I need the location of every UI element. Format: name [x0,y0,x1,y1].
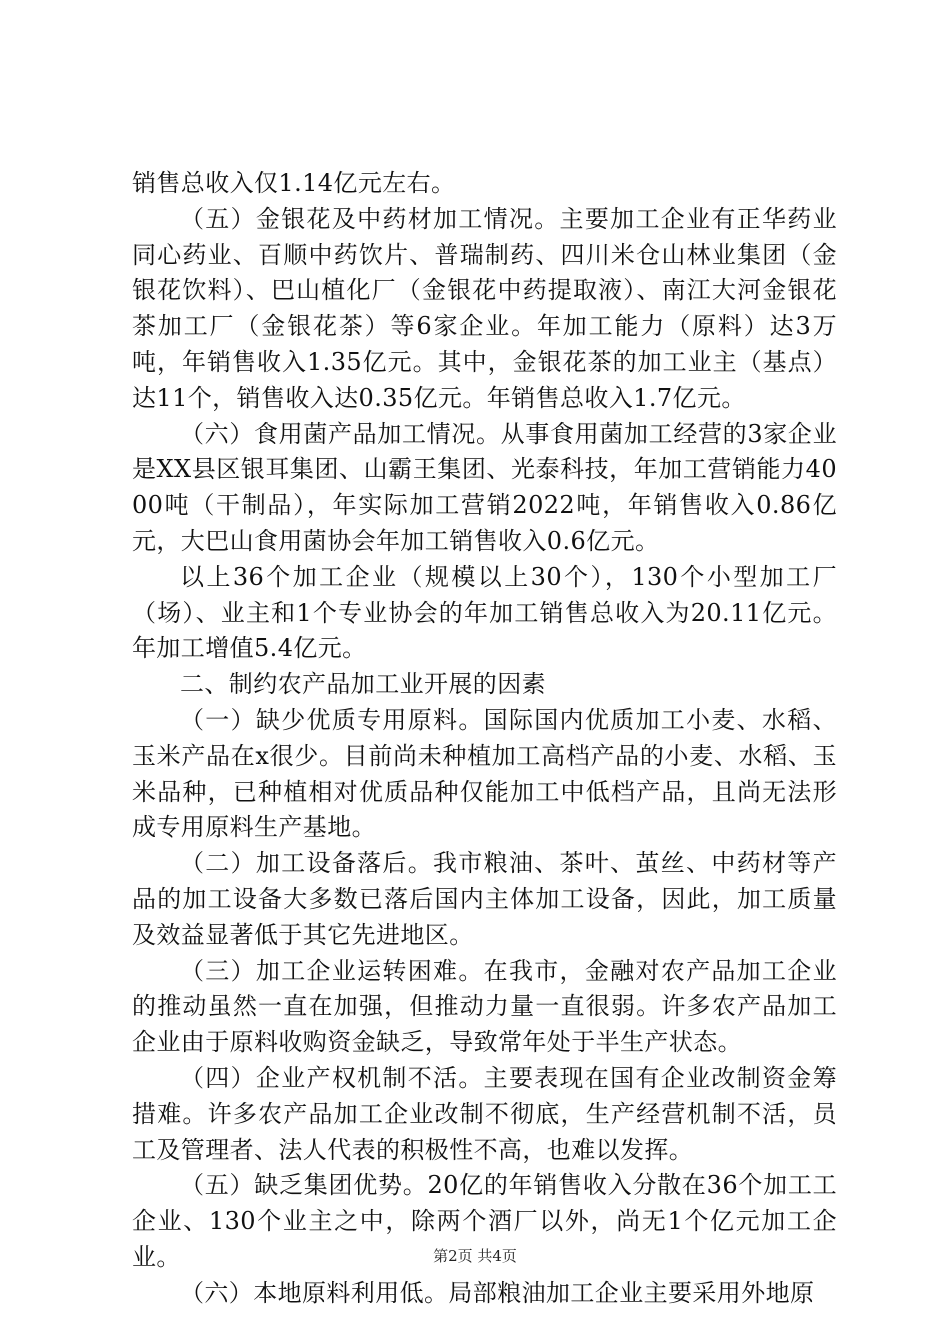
paragraph-sales-summary: 销售总收入仅1.14亿元左右。 [132,169,456,197]
section-heading-constraints: 二、制约农产品加工业开展的因素 [180,670,546,699]
document-body [132,166,837,1312]
paragraph-operations: （三）加工企业运转困难。在我市，金融对农产品加工企业的推动虽然一直在加强，但推动力量一直很弱。许多农产品加工企业由于原料收购资金缺乏，导致常年处于半生产状态。 [132,956,837,1057]
paragraph-ownership: （四）企业产权机制不活。主要表现在国有企业改制资金筹措难。许多农产品加工企业改制不彻底，生产经营机制不活，员工及管理者、法人代表的积极性不高，也难以发挥。 [132,1063,837,1164]
paragraph-equipment: （二）加工设备落后。我市粮油、茶叶、茧丝、中药材等产品的加工设备大多数已落后国内主体加工设备，因此，加工质量及效益显著低于其它先进地区。 [132,849,837,949]
paragraph-fungus-processing: （六）食用菌产品加工情况。从事食用菌加工经营的3家企业是XX县区银耳集团、山霸王集团、光泰科技，年加工营销能力4000吨（干制品），年实际加工营销2022吨，年销售收入0.86亿元，大巴山食用菌协会年加工销售收入0.6亿元。 [132,419,837,555]
paragraph-totals: 以上36个加工企业（规模以上30个），130个小型加工厂（场）、业主和1个专业协会的年加工销售总收入为20.11亿元。年加工增值5.4亿元。 [132,562,837,663]
paragraph-honeysuckle-processing: （五）金银花及中药材加工情况。主要加工企业有正华药业同心药业、百顺中药饮片、普瑞制药、四川米仓山林业集团（金银花饮料）、巴山植化厂（金银花中药提取液）、南江大河金银花茶加工厂（金银花茶）等6家企业。年加工能力（原料）达3万吨，年销售收入1.35亿元。其中，金银花茶的加工业主（基点）达11个，销售收入达0.35亿元。年销售总收入1.7亿元。 [132,204,837,412]
page-number-footer: 第2页 共4页 [433,1247,517,1265]
paragraph-raw-materials: （一）缺少优质专用原料。国际国内优质加工小麦、水稻、玉米产品在x很少。目前尚未种植加工高档产品的小麦、水稻、玉米品种，已种植相对优质品种仅能加工中低档产品，且尚无法形成专用原料生产基地。 [132,705,837,842]
paragraph-group-advantage: （五）缺乏集团优势。20亿的年销售收入分散在36个加工工企业、130个业主之中，除两个酒厂以外，尚无1个亿元加工企业。 [132,1171,837,1271]
paragraph-local-materials: （六）本地原料利用低。局部粮油加工企业主要采用外地原 [180,1278,815,1307]
